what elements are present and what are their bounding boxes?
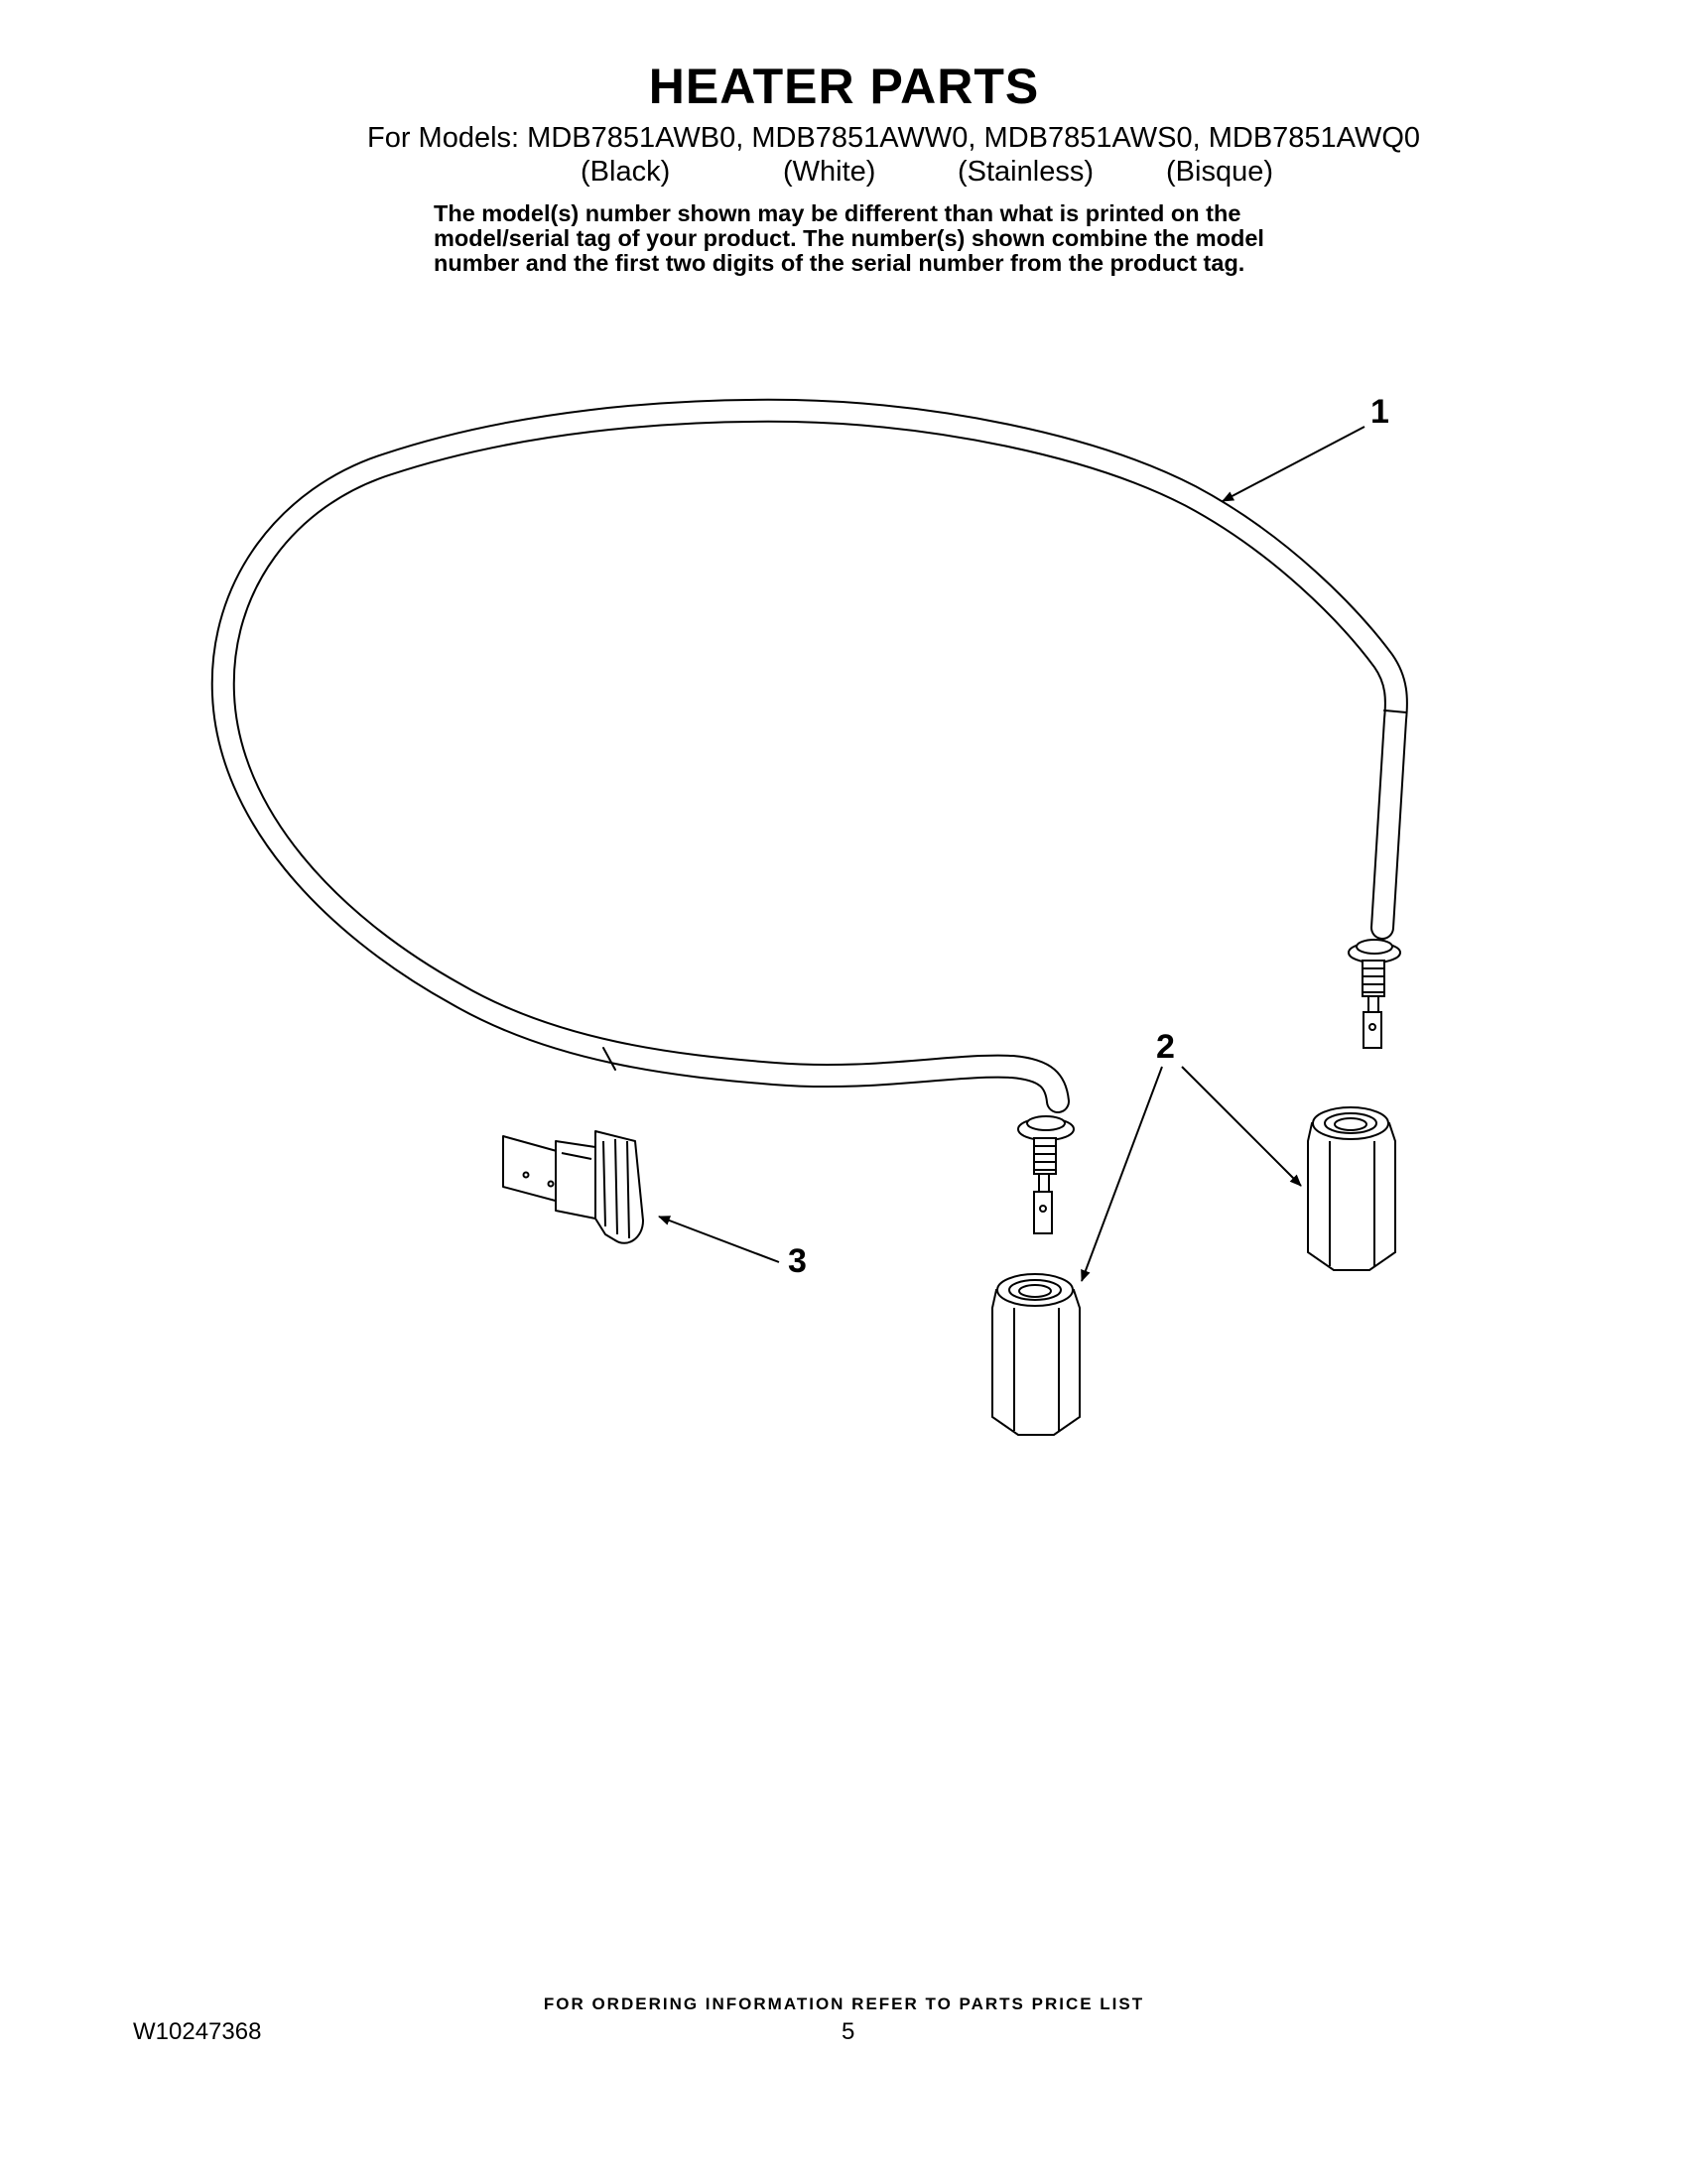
models-line: For Models: MDB7851AWB0, MDB7851AWW0, MDB7851AWS0, MDB7851AWQ0 xyxy=(367,122,1421,154)
page-title: HEATER PARTS xyxy=(648,59,1040,114)
heater-terminal-right xyxy=(1349,940,1400,1048)
page-number: 5 xyxy=(842,2018,855,2045)
leader-line-1 xyxy=(1223,427,1364,501)
terminal-clip xyxy=(503,1131,643,1243)
heater-terminal-left xyxy=(1018,1116,1074,1233)
leader-line-3 xyxy=(659,1217,779,1262)
callout-1: 1 xyxy=(1370,393,1389,431)
ordering-info-note: FOR ORDERING INFORMATION REFER TO PARTS PRICE LIST xyxy=(543,1994,1145,2013)
callout-2: 2 xyxy=(1156,1028,1175,1066)
heater-nut-right xyxy=(1308,1107,1395,1270)
note-line: number and the first two digits of the serial number from the product tag. xyxy=(434,250,1245,276)
note-line: The model(s) number shown may be different than what is printed on the xyxy=(434,200,1241,226)
leader-line-2a xyxy=(1182,1067,1301,1186)
leader-line-2b xyxy=(1082,1067,1162,1281)
document-number: W10247368 xyxy=(133,2018,262,2045)
heater-nut-left xyxy=(992,1274,1080,1435)
color-stainless: (Stainless) xyxy=(958,156,1094,188)
heater-element xyxy=(223,411,1406,1101)
note-line: model/serial tag of your product. The number(s) shown combine the model xyxy=(434,225,1264,251)
color-white: (White) xyxy=(783,156,876,188)
color-bisque: (Bisque) xyxy=(1166,156,1273,188)
color-black: (Black) xyxy=(581,156,671,188)
callout-3: 3 xyxy=(788,1242,807,1280)
